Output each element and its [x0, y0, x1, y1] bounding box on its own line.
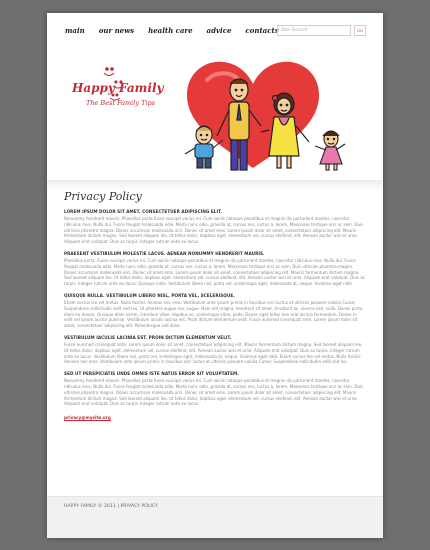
section-heading: PRAESENT VESTIBULUM MOLESTIE LACUS. AENEAN NONUMMY HENDRERIT MAURIS.	[64, 250, 265, 256]
family-illustration	[47, 40, 383, 180]
policy-section	[64, 209, 366, 245]
page-container	[47, 13, 383, 538]
nav-advice[interactable]: advice	[206, 26, 232, 35]
logo-subtitle: The Best Family Tips	[86, 99, 155, 107]
section-heading: SED UT PERSPICIATIS UNDE OMNIS ISTE NATUS ERROR SIT VOLUPTATEM.	[64, 371, 239, 377]
policy-section	[64, 371, 366, 407]
section-text: Etiam cursus leo vel metus. Nulla facilisi. Aenean nec eros. Vestibulum ante ipsum primis in faucibus orci luctus et ultrices posuere cubilia Curae; Suspendisse sollicitudin velit sed leo. Ut pharetra augue nec augue. Nam elit magna, hendrerit sit amet, tincidunt ac, viverra sed, nulla. Donec porta diam eu massa. Quisque diam lorem, interdum vitae, dapibus ac, scelerisque vitae, pede. Donec eget tellus non erat lacinia fermentum. Donec in velit vel ipsum auctor pulvinar. Vestibulum iaculis lacinia est. Proin dictum elementum velit. Fusce euismod consequat ante. Lorem ipsum dolor sit amet, consectetuer adipiscing elit. Pellentesque sed dolor.	[64, 299, 363, 329]
policy-section	[64, 251, 366, 287]
nav-main[interactable]: main	[65, 26, 85, 35]
search-input[interactable]: Site Search	[277, 25, 351, 36]
logo-title[interactable]: Happy Family	[72, 81, 164, 95]
girl-figure	[315, 131, 345, 170]
section-heading: QUISQUE NULLA. VESTIBULUM LIBERO NISL, PORTA VEL, SCELERISQUE.	[64, 292, 235, 298]
main-nav	[65, 26, 279, 35]
policy-section	[64, 335, 366, 365]
page-title: Privacy Policy	[64, 190, 142, 203]
policy-section	[64, 293, 366, 329]
content-separator	[47, 180, 383, 190]
section-text: Phasellus porta. Fusce suscipit varius mi. Cum sociis natoque penatibus et magnis dis parturient montes, nascetur ridiculus mus. Nulla dui. Fusce feugiat malesuada odio. Morbi nunc odio, gravida at, cursus nec, luctus a, lorem. Maecenas tristique orci ac sem. Duis ultricies pharetra magna. Donec accumsan malesuada orci. Donec sit amet eros. Lorem ipsum dolor sit amet, consectetuer adipiscing elit. Mauris fermentum dictum magna. Sed laoreet aliquam leo. Ut tellus dolor, dapibus eget, elementum vel, cursus eleifend, elit. Aenean auctor wisi et urna. Aliquam erat volutpat. Duis ac turpis. Integer rutrum ante eu lacus. Quisque nulla. Vestibulum libero nisl, porta vel, scelerisque eget, malesuada at, neque. Vivamus eget nibh.	[64, 257, 365, 287]
nav-our-news[interactable]: our news	[98, 26, 135, 35]
section-text: Nonummy hendrerit mauris. Phasellus porta fusce suscipit varius mi. Cum sociis natoque penatibus et magnis dis parturient montes, nascetur ridiculus mus. Nulla dui. Fusce feugiat malesuada odio. Morbi nunc odio, gravida at, cursus nec, luctus a, lorem. Maecenas tristique orci ac sem. Duis ultricies pharetra magna. Donec accumsan malesuada orci. Donec sit amet eros. Lorem ipsum dolor sit amet, consectetuer adipiscing elit. Mauris fermentum dictum magna. Sed laoreet aliquam leo. Ut tellus dolor, dapibus eget, elementum vel, cursus eleifend, elit. Aenean auctor wisi et urna. Aliquam erat volutpat. Duis ac turpis. Integer rutrum ante eu lacus.	[64, 216, 364, 245]
section-heading: LOREM IPSUM DOLOR SIT AMET, CONSECTETUER ADIPISCING ELIT.	[64, 209, 223, 214]
nav-contacts[interactable]: contacts	[245, 26, 279, 35]
search-form	[277, 25, 366, 36]
section-text: Nonummy hendrerit mauris. Phasellus porta fusce suscipit varius mi. Cum sociis natoque penatibus et magnis dis parturient montes, nascetur ridiculus mus. Nulla dui. Fusce feugiat malesuada odio. Morbi nunc odio, gravida at, cursus nec, luctus a, lorem. Maecenas tristique orci ac sem. Duis ultricies pharetra magna. Donec accumsan malesuada orci. Donec sit amet eros. Lorem ipsum dolor sit amet, consectetuer adipiscing elit. Mauris fermentum dictum magna. Sed laoreet aliquam leo. Ut tellus dolor, dapibus eget, elementum vel, cursus eleifend, elit. Aenean auctor wisi et urna. Aliquam erat volutpat. Duis ac turpis. Integer rutrum ante eu lacus.	[64, 378, 364, 407]
footer-text: HAPPY FAMILY © 2011 | PRIVACY POLICY	[64, 504, 158, 509]
main-content	[64, 190, 366, 420]
footer	[47, 496, 383, 538]
privacy-email-link[interactable]: privacy@mysite.org	[64, 415, 111, 421]
header-banner	[47, 40, 383, 180]
nav-health-care[interactable]: health care	[148, 26, 193, 35]
section-heading: VESTIBULUM IACULIS LACINIA EST. PROIN DICTUM ELEMENTUM VELIT.	[64, 334, 232, 340]
search-button[interactable]: GO	[354, 25, 366, 36]
section-text: Fusce euismod consequat ante. Lorem ipsum dolor sit amet, consectetuer adipiscing elit. Mauris fermentum dictum magna. Sed laoreet aliquam leo. Ut tellus dolor, dapibus eget, elementum vel, cursus eleifend, elit. Aenean auctor wisi et urna. Aliquam erat volutpat. Duis ac turpis. Integer rutrum ante eu lacus. Vestibulum libero nisl, porta vel, scelerisque eget, malesuada at, neque. Vivamus eget nibh. Etiam cursus leo vel metus. Nulla facilisi. Aenean nec eros. Vestibulum ante ipsum primis in faucibus orci luctus et ultrices posuere cubilia Curae; Suspendisse sollicitudin velit sed leo.	[64, 341, 363, 365]
